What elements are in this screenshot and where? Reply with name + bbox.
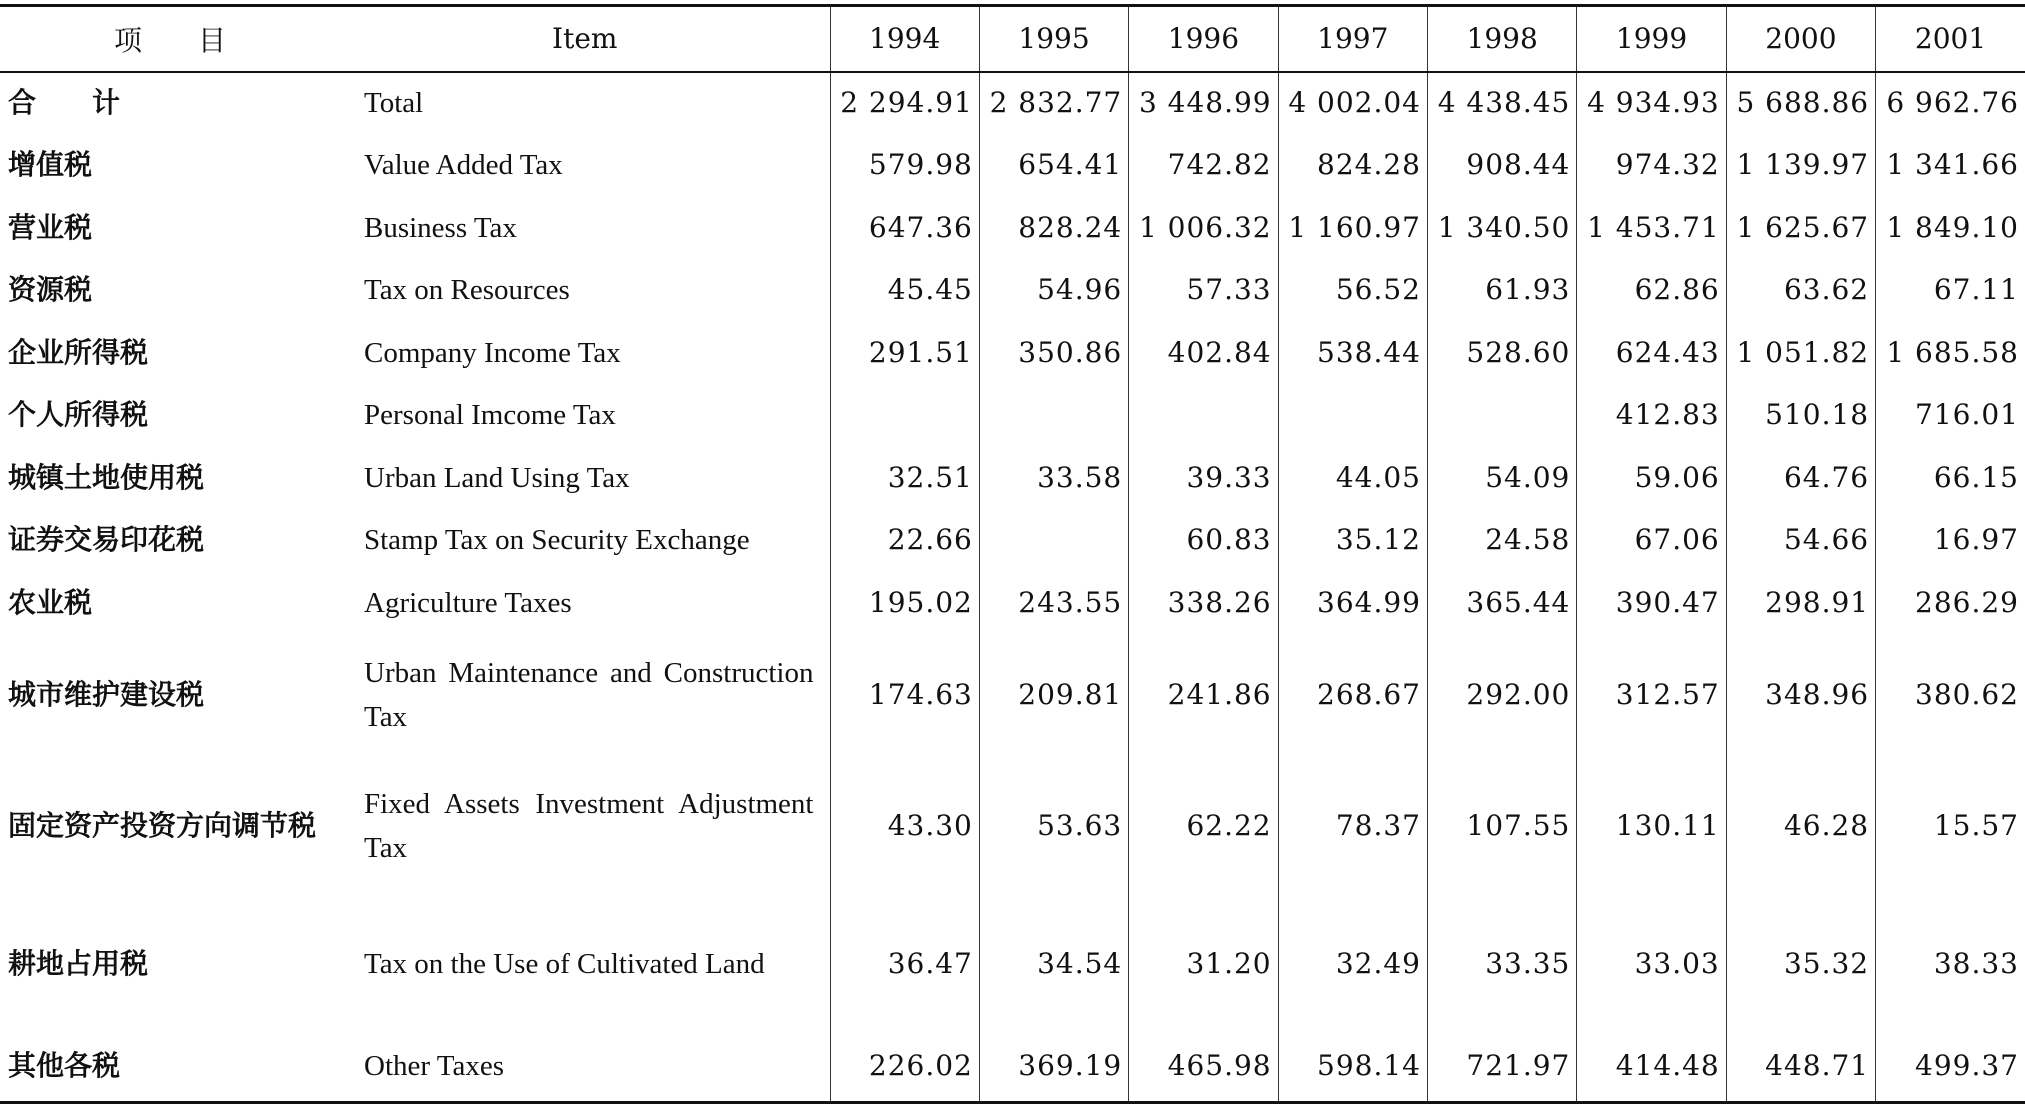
value-cell: 3 448.99 xyxy=(1129,72,1278,135)
value-cell: 824.28 xyxy=(1278,134,1427,197)
row-label-en: Other Taxes xyxy=(340,1032,830,1102)
header-en-item: Item xyxy=(340,6,830,72)
value-cell xyxy=(979,509,1128,572)
value-cell: 16.97 xyxy=(1876,509,2025,572)
header-year: 2000 xyxy=(1726,6,1875,72)
row-label-en: Total xyxy=(364,87,424,120)
row-label-en: Urban Maintenance and Construction Tax xyxy=(364,657,814,733)
table-row xyxy=(0,72,2025,135)
value-cell: 647.36 xyxy=(830,197,979,260)
value-cell: 828.24 xyxy=(979,197,1128,260)
value-cell: 364.99 xyxy=(1278,572,1427,635)
value-cell: 62.22 xyxy=(1129,756,1278,896)
value-cell: 33.03 xyxy=(1577,896,1726,1032)
value-cell: 1 139.97 xyxy=(1726,134,1875,197)
value-cell: 365.44 xyxy=(1428,572,1577,635)
value-cell xyxy=(979,384,1128,447)
value-cell: 39.33 xyxy=(1129,447,1278,510)
value-cell: 35.12 xyxy=(1278,509,1427,572)
value-cell: 350.86 xyxy=(979,322,1128,385)
value-cell: 4 002.04 xyxy=(1278,72,1427,135)
value-cell: 32.49 xyxy=(1278,896,1427,1032)
value-cell: 195.02 xyxy=(830,572,979,635)
value-cell: 46.28 xyxy=(1726,756,1875,896)
header-year: 2001 xyxy=(1876,6,2025,72)
value-cell xyxy=(1428,384,1577,447)
value-cell: 226.02 xyxy=(830,1032,979,1102)
header-year: 1996 xyxy=(1129,6,1278,72)
value-cell: 1 849.10 xyxy=(1876,197,2025,260)
value-cell: 22.66 xyxy=(830,509,979,572)
row-label-en: Tax on the Use of Cultivated Land xyxy=(364,948,765,980)
value-cell: 1 625.67 xyxy=(1726,197,1875,260)
table-row xyxy=(0,756,2025,896)
value-cell: 338.26 xyxy=(1129,572,1278,635)
value-cell: 78.37 xyxy=(1278,756,1427,896)
header-year: 1997 xyxy=(1278,6,1427,72)
value-cell xyxy=(830,384,979,447)
value-cell: 35.32 xyxy=(1726,896,1875,1032)
value-cell: 390.47 xyxy=(1577,572,1726,635)
table-row xyxy=(0,259,2025,322)
table-row xyxy=(0,509,2025,572)
value-cell: 908.44 xyxy=(1428,134,1577,197)
tax-revenue-table xyxy=(0,4,2025,1104)
row-label-cn: 个人所得税 xyxy=(8,398,149,432)
row-label-en: Agriculture Taxes xyxy=(364,586,572,619)
value-cell: 528.60 xyxy=(1428,322,1577,385)
value-cell: 241.86 xyxy=(1129,634,1278,756)
row-label-cn: 增值税 xyxy=(8,148,93,182)
value-cell: 369.19 xyxy=(979,1032,1128,1102)
value-cell: 579.98 xyxy=(830,134,979,197)
header-year: 1999 xyxy=(1577,6,1726,72)
row-label-en: Urban Land Using Tax xyxy=(364,461,630,494)
value-cell: 62.86 xyxy=(1577,259,1726,322)
value-cell: 624.43 xyxy=(1577,322,1726,385)
header-year: 1998 xyxy=(1428,6,1577,72)
row-label-cn: 城镇土地使用税 xyxy=(8,460,205,494)
value-cell: 243.55 xyxy=(979,572,1128,635)
value-cell: 107.55 xyxy=(1428,756,1577,896)
value-cell: 31.20 xyxy=(1129,896,1278,1032)
value-cell: 448.71 xyxy=(1726,1032,1875,1102)
row-label-en: Tax on Resources xyxy=(364,274,570,307)
value-cell: 6 962.76 xyxy=(1876,72,2025,135)
table-row xyxy=(0,896,2025,1032)
table-row xyxy=(0,134,2025,197)
value-cell: 33.35 xyxy=(1428,896,1577,1032)
value-cell: 654.41 xyxy=(979,134,1128,197)
row-label-cn: 资源税 xyxy=(8,273,93,307)
row-label-cn: 合 计 xyxy=(8,86,121,120)
row-label-cn: 企业所得税 xyxy=(8,335,149,369)
value-cell: 36.47 xyxy=(830,896,979,1032)
value-cell: 2 294.91 xyxy=(830,72,979,135)
table-row xyxy=(0,384,2025,447)
value-cell: 38.33 xyxy=(1876,896,2025,1032)
header-year: 1994 xyxy=(830,6,979,72)
value-cell: 1 685.58 xyxy=(1876,322,2025,385)
value-cell: 1 453.71 xyxy=(1577,197,1726,260)
table-row xyxy=(0,1032,2025,1102)
row-label-cn: 其他各税 xyxy=(0,1032,340,1102)
value-cell: 510.18 xyxy=(1726,384,1875,447)
value-cell: 4 934.93 xyxy=(1577,72,1726,135)
value-cell: 1 160.97 xyxy=(1278,197,1427,260)
header-row xyxy=(0,6,2025,72)
value-cell: 2 832.77 xyxy=(979,72,1128,135)
value-cell: 60.83 xyxy=(1129,509,1278,572)
value-cell: 24.58 xyxy=(1428,509,1577,572)
value-cell: 33.58 xyxy=(979,447,1128,510)
value-cell: 174.63 xyxy=(830,634,979,756)
value-cell: 44.05 xyxy=(1278,447,1427,510)
value-cell: 61.93 xyxy=(1428,259,1577,322)
value-cell: 54.66 xyxy=(1726,509,1875,572)
value-cell: 974.32 xyxy=(1577,134,1726,197)
value-cell: 291.51 xyxy=(830,322,979,385)
value-cell: 59.06 xyxy=(1577,447,1726,510)
row-label-en: Personal Imcome Tax xyxy=(364,399,616,432)
value-cell: 64.76 xyxy=(1726,447,1875,510)
value-cell: 130.11 xyxy=(1577,756,1726,896)
value-cell: 348.96 xyxy=(1726,634,1875,756)
row-label-en: Business Tax xyxy=(364,211,517,244)
value-cell: 412.83 xyxy=(1577,384,1726,447)
table-row xyxy=(0,322,2025,385)
value-cell: 56.52 xyxy=(1278,259,1427,322)
value-cell xyxy=(1278,384,1427,447)
value-cell: 465.98 xyxy=(1129,1032,1278,1102)
value-cell: 721.97 xyxy=(1428,1032,1577,1102)
value-cell xyxy=(1129,384,1278,447)
row-label-cn: 证券交易印花税 xyxy=(8,523,205,557)
value-cell: 268.67 xyxy=(1278,634,1427,756)
value-cell: 45.45 xyxy=(830,259,979,322)
row-label-en: Fixed Assets Investment Adjustment Tax xyxy=(364,788,814,864)
value-cell: 63.62 xyxy=(1726,259,1875,322)
value-cell: 54.96 xyxy=(979,259,1128,322)
row-label-en: Company Income Tax xyxy=(364,336,621,369)
value-cell: 538.44 xyxy=(1278,322,1427,385)
value-cell: 402.84 xyxy=(1129,322,1278,385)
value-cell: 43.30 xyxy=(830,756,979,896)
table-row xyxy=(0,197,2025,260)
value-cell: 298.91 xyxy=(1726,572,1875,635)
value-cell: 414.48 xyxy=(1577,1032,1726,1102)
table-body xyxy=(0,72,2025,1103)
value-cell: 209.81 xyxy=(979,634,1128,756)
row-label-en: Value Added Tax xyxy=(364,149,563,182)
row-label-en: Stamp Tax on Security Exchange xyxy=(364,524,750,557)
value-cell: 66.15 xyxy=(1876,447,2025,510)
value-cell: 380.62 xyxy=(1876,634,2025,756)
value-cell: 1 340.50 xyxy=(1428,197,1577,260)
value-cell: 598.14 xyxy=(1278,1032,1427,1102)
header-year: 1995 xyxy=(979,6,1128,72)
value-cell: 312.57 xyxy=(1577,634,1726,756)
value-cell: 1 006.32 xyxy=(1129,197,1278,260)
row-label-cn: 农业税 xyxy=(8,585,93,619)
value-cell: 53.63 xyxy=(979,756,1128,896)
value-cell: 34.54 xyxy=(979,896,1128,1032)
value-cell: 67.11 xyxy=(1876,259,2025,322)
value-cell: 1 051.82 xyxy=(1726,322,1875,385)
value-cell: 1 341.66 xyxy=(1876,134,2025,197)
table-row xyxy=(0,447,2025,510)
value-cell: 67.06 xyxy=(1577,509,1726,572)
value-cell: 5 688.86 xyxy=(1726,72,1875,135)
table-row xyxy=(0,572,2025,635)
value-cell: 57.33 xyxy=(1129,259,1278,322)
value-cell: 742.82 xyxy=(1129,134,1278,197)
row-label-cn: 耕地占用税 xyxy=(8,947,149,980)
value-cell: 286.29 xyxy=(1876,572,2025,635)
value-cell: 32.51 xyxy=(830,447,979,510)
row-label-cn: 城市维护建设税 xyxy=(8,678,205,711)
row-label-cn: 固定资产投资方向调节税 xyxy=(8,809,317,842)
value-cell: 54.09 xyxy=(1428,447,1577,510)
row-label-cn: 营业税 xyxy=(8,210,93,244)
value-cell: 716.01 xyxy=(1876,384,2025,447)
value-cell: 15.57 xyxy=(1876,756,2025,896)
table-row xyxy=(0,634,2025,756)
value-cell: 499.37 xyxy=(1876,1032,2025,1102)
value-cell: 292.00 xyxy=(1428,634,1577,756)
header-cn-item: 项 目 xyxy=(0,6,340,72)
value-cell: 4 438.45 xyxy=(1428,72,1577,135)
